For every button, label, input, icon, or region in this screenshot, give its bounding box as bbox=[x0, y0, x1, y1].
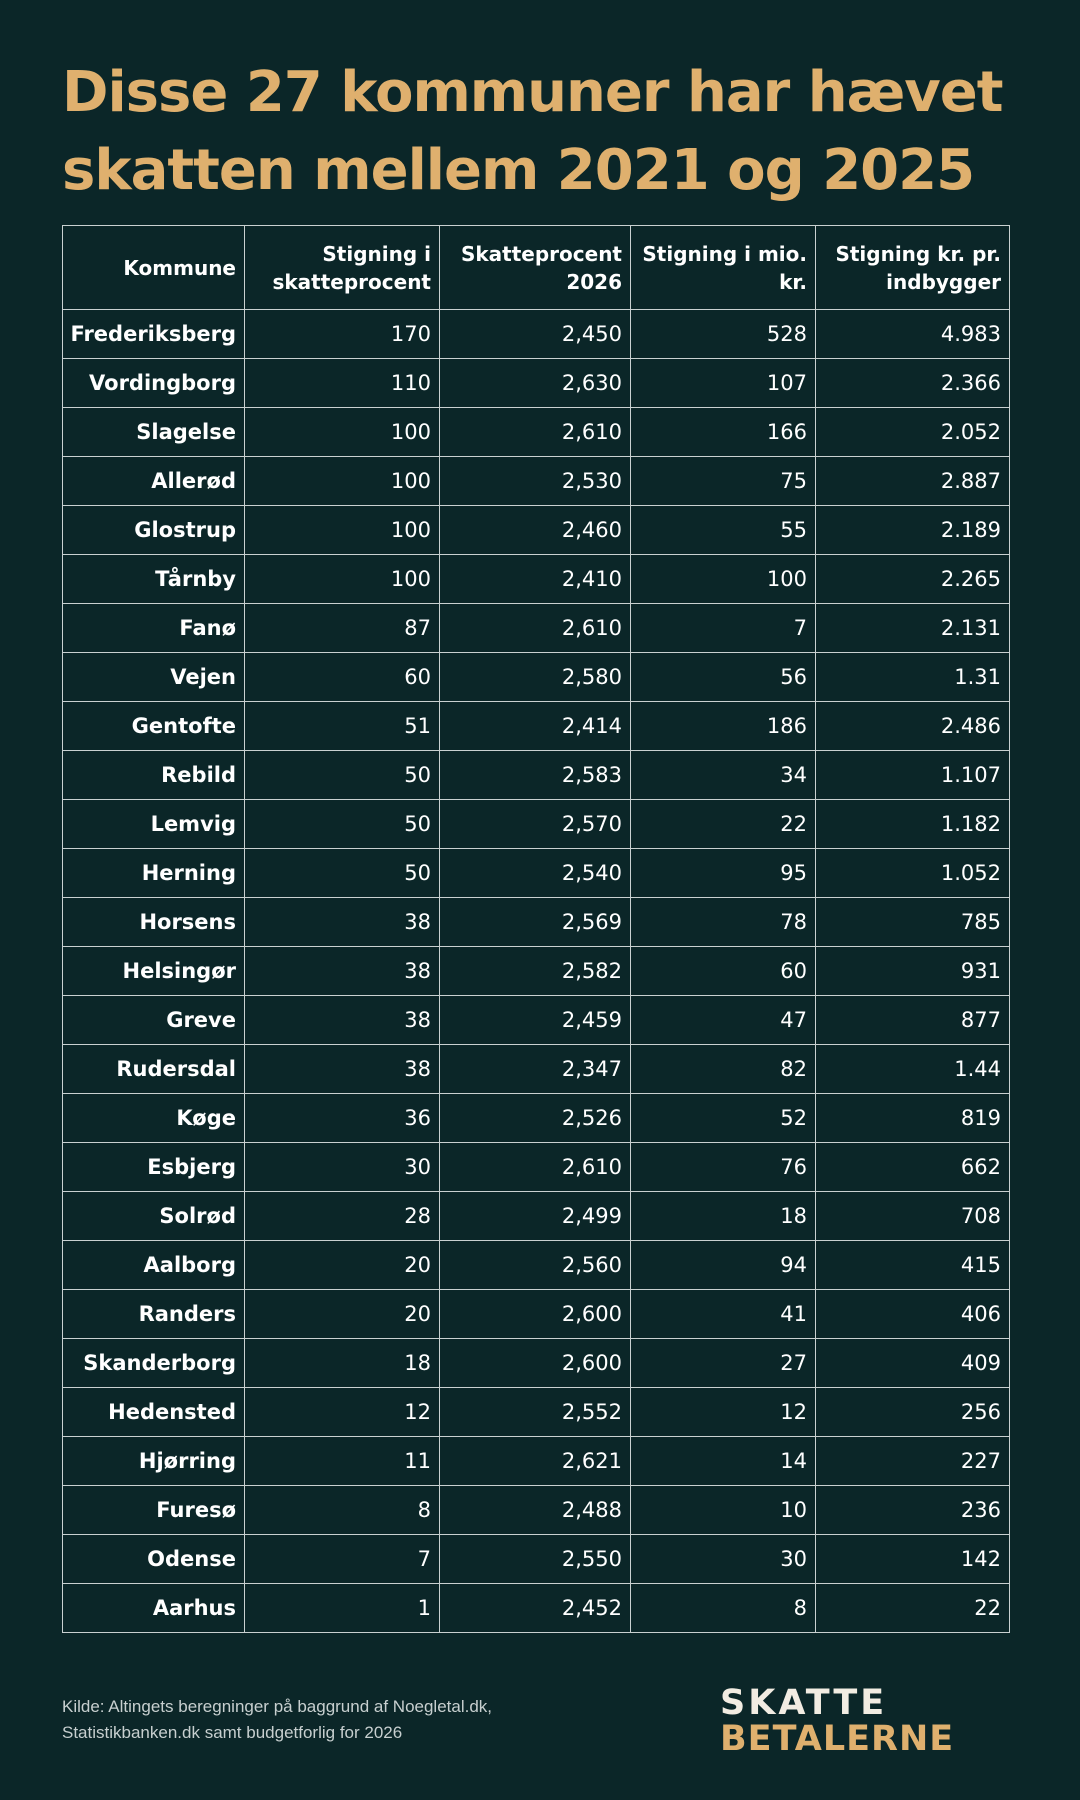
skatteprocent-2026-cell: 2,414 bbox=[440, 702, 631, 751]
stigning-skatteprocent-cell: 20 bbox=[245, 1290, 440, 1339]
kommune-cell: Aalborg bbox=[63, 1241, 245, 1290]
stigning-skatteprocent-cell: 51 bbox=[245, 702, 440, 751]
stigning-mio-kr-cell: 8 bbox=[631, 1584, 816, 1633]
skatteprocent-2026-cell: 2,630 bbox=[440, 359, 631, 408]
skatteprocent-2026-cell: 2,488 bbox=[440, 1486, 631, 1535]
stigning-kr-pr-indbygger-cell: 415 bbox=[816, 1241, 1010, 1290]
stigning-skatteprocent-cell: 36 bbox=[245, 1094, 440, 1143]
table-body bbox=[63, 310, 1010, 1633]
skatteprocent-2026-cell: 2,452 bbox=[440, 1584, 631, 1633]
logo-line-2: BETALERNE bbox=[720, 1719, 955, 1759]
stigning-skatteprocent-cell: 50 bbox=[245, 751, 440, 800]
header-stigning-kr-pr-indbygger: Stigning kr. pr. indbygger bbox=[816, 226, 1010, 310]
stigning-mio-kr-cell: 27 bbox=[631, 1339, 816, 1388]
skatteprocent-2026-cell: 2,560 bbox=[440, 1241, 631, 1290]
kommune-cell: Vejen bbox=[63, 653, 245, 702]
stigning-kr-pr-indbygger-cell: 227 bbox=[816, 1437, 1010, 1486]
skatteprocent-2026-cell: 2,499 bbox=[440, 1192, 631, 1241]
stigning-mio-kr-cell: 7 bbox=[631, 604, 816, 653]
skatteprocent-2026-cell: 2,600 bbox=[440, 1290, 631, 1339]
stigning-kr-pr-indbygger-cell: 2.052 bbox=[816, 408, 1010, 457]
logo-line-1: SKATTE bbox=[720, 1683, 888, 1723]
stigning-mio-kr-cell: 18 bbox=[631, 1192, 816, 1241]
kommune-cell: Horsens bbox=[63, 898, 245, 947]
skatteprocent-2026-cell: 2,460 bbox=[440, 506, 631, 555]
stigning-skatteprocent-cell: 50 bbox=[245, 849, 440, 898]
table-row bbox=[63, 1192, 1010, 1241]
table-row bbox=[63, 653, 1010, 702]
stigning-skatteprocent-cell: 87 bbox=[245, 604, 440, 653]
stigning-kr-pr-indbygger-cell: 2.366 bbox=[816, 359, 1010, 408]
stigning-kr-pr-indbygger-cell: 2.887 bbox=[816, 457, 1010, 506]
kommune-cell: Hedensted bbox=[63, 1388, 245, 1437]
kommune-cell: Rudersdal bbox=[63, 1045, 245, 1094]
skatteprocent-2026-cell: 2,540 bbox=[440, 849, 631, 898]
stigning-mio-kr-cell: 12 bbox=[631, 1388, 816, 1437]
table-row bbox=[63, 457, 1010, 506]
stigning-kr-pr-indbygger-cell: 1.31 bbox=[816, 653, 1010, 702]
stigning-kr-pr-indbygger-cell: 406 bbox=[816, 1290, 1010, 1339]
table-row bbox=[63, 359, 1010, 408]
table-row bbox=[63, 604, 1010, 653]
table-row bbox=[63, 1290, 1010, 1339]
stigning-mio-kr-cell: 94 bbox=[631, 1241, 816, 1290]
kommune-cell: Hjørring bbox=[63, 1437, 245, 1486]
page-title bbox=[62, 54, 1042, 210]
skatteprocent-2026-cell: 2,582 bbox=[440, 947, 631, 996]
stigning-skatteprocent-cell: 38 bbox=[245, 1045, 440, 1094]
kommune-cell: Fanø bbox=[63, 604, 245, 653]
table-row bbox=[63, 702, 1010, 751]
stigning-kr-pr-indbygger-cell: 1.052 bbox=[816, 849, 1010, 898]
stigning-skatteprocent-cell: 20 bbox=[245, 1241, 440, 1290]
stigning-mio-kr-cell: 56 bbox=[631, 653, 816, 702]
stigning-mio-kr-cell: 75 bbox=[631, 457, 816, 506]
stigning-mio-kr-cell: 107 bbox=[631, 359, 816, 408]
stigning-kr-pr-indbygger-cell: 2.265 bbox=[816, 555, 1010, 604]
table-row bbox=[63, 1339, 1010, 1388]
skatteprocent-2026-cell: 2,610 bbox=[440, 408, 631, 457]
table-row bbox=[63, 996, 1010, 1045]
stigning-skatteprocent-cell: 1 bbox=[245, 1584, 440, 1633]
stigning-kr-pr-indbygger-cell: 22 bbox=[816, 1584, 1010, 1633]
stigning-skatteprocent-cell: 60 bbox=[245, 653, 440, 702]
skatteprocent-2026-cell: 2,570 bbox=[440, 800, 631, 849]
stigning-kr-pr-indbygger-cell: 2.131 bbox=[816, 604, 1010, 653]
kommune-cell: Slagelse bbox=[63, 408, 245, 457]
table-row bbox=[63, 751, 1010, 800]
skatteprocent-2026-cell: 2,530 bbox=[440, 457, 631, 506]
stigning-skatteprocent-cell: 8 bbox=[245, 1486, 440, 1535]
stigning-skatteprocent-cell: 38 bbox=[245, 947, 440, 996]
table-row bbox=[63, 1143, 1010, 1192]
skattebetalerne-logo bbox=[720, 1685, 1020, 1757]
skatteprocent-2026-cell: 2,410 bbox=[440, 555, 631, 604]
kommune-cell: Helsingør bbox=[63, 947, 245, 996]
skatteprocent-2026-cell: 2,552 bbox=[440, 1388, 631, 1437]
header-stigning-skatteprocent: Stigning i skatteprocent bbox=[245, 226, 440, 310]
stigning-skatteprocent-cell: 100 bbox=[245, 555, 440, 604]
source-line-1: Kilde: Altingets beregninger på baggrund af Noegletal.dk, bbox=[62, 1697, 493, 1716]
stigning-mio-kr-cell: 186 bbox=[631, 702, 816, 751]
skatteprocent-2026-cell: 2,526 bbox=[440, 1094, 631, 1143]
header-row bbox=[63, 226, 1010, 310]
stigning-mio-kr-cell: 166 bbox=[631, 408, 816, 457]
table-row bbox=[63, 800, 1010, 849]
table-row bbox=[63, 898, 1010, 947]
stigning-skatteprocent-cell: 7 bbox=[245, 1535, 440, 1584]
table-row bbox=[63, 1535, 1010, 1584]
stigning-kr-pr-indbygger-cell: 931 bbox=[816, 947, 1010, 996]
stigning-mio-kr-cell: 30 bbox=[631, 1535, 816, 1584]
stigning-skatteprocent-cell: 50 bbox=[245, 800, 440, 849]
stigning-mio-kr-cell: 22 bbox=[631, 800, 816, 849]
stigning-kr-pr-indbygger-cell: 1.182 bbox=[816, 800, 1010, 849]
stigning-kr-pr-indbygger-cell: 256 bbox=[816, 1388, 1010, 1437]
stigning-skatteprocent-cell: 38 bbox=[245, 996, 440, 1045]
stigning-kr-pr-indbygger-cell: 409 bbox=[816, 1339, 1010, 1388]
stigning-skatteprocent-cell: 110 bbox=[245, 359, 440, 408]
stigning-skatteprocent-cell: 30 bbox=[245, 1143, 440, 1192]
stigning-mio-kr-cell: 14 bbox=[631, 1437, 816, 1486]
table-row bbox=[63, 1437, 1010, 1486]
kommune-cell: Solrød bbox=[63, 1192, 245, 1241]
kommune-cell: Skanderborg bbox=[63, 1339, 245, 1388]
tax-increase-table bbox=[62, 225, 1010, 1633]
stigning-mio-kr-cell: 95 bbox=[631, 849, 816, 898]
stigning-kr-pr-indbygger-cell: 4.983 bbox=[816, 310, 1010, 359]
skatteprocent-2026-cell: 2,621 bbox=[440, 1437, 631, 1486]
title-line-1: Disse 27 kommuner har hævet bbox=[62, 60, 1003, 125]
stigning-kr-pr-indbygger-cell: 2.486 bbox=[816, 702, 1010, 751]
skatteprocent-2026-cell: 2,569 bbox=[440, 898, 631, 947]
header-stigning-mio-kr: Stigning i mio. kr. bbox=[631, 226, 816, 310]
kommune-cell: Randers bbox=[63, 1290, 245, 1339]
table-row bbox=[63, 555, 1010, 604]
stigning-mio-kr-cell: 100 bbox=[631, 555, 816, 604]
stigning-mio-kr-cell: 34 bbox=[631, 751, 816, 800]
stigning-mio-kr-cell: 60 bbox=[631, 947, 816, 996]
stigning-mio-kr-cell: 47 bbox=[631, 996, 816, 1045]
stigning-mio-kr-cell: 76 bbox=[631, 1143, 816, 1192]
table-row bbox=[63, 1486, 1010, 1535]
stigning-kr-pr-indbygger-cell: 236 bbox=[816, 1486, 1010, 1535]
kommune-cell: Allerød bbox=[63, 457, 245, 506]
table-row bbox=[63, 506, 1010, 555]
stigning-kr-pr-indbygger-cell: 785 bbox=[816, 898, 1010, 947]
table-row bbox=[63, 408, 1010, 457]
title-line-2: skatten mellem 2021 og 2025 bbox=[62, 138, 975, 203]
stigning-skatteprocent-cell: 170 bbox=[245, 310, 440, 359]
stigning-kr-pr-indbygger-cell: 1.44 bbox=[816, 1045, 1010, 1094]
stigning-mio-kr-cell: 10 bbox=[631, 1486, 816, 1535]
stigning-kr-pr-indbygger-cell: 2.189 bbox=[816, 506, 1010, 555]
skatteprocent-2026-cell: 2,347 bbox=[440, 1045, 631, 1094]
kommune-cell: Rebild bbox=[63, 751, 245, 800]
kommune-cell: Odense bbox=[63, 1535, 245, 1584]
kommune-cell: Esbjerg bbox=[63, 1143, 245, 1192]
kommune-cell: Køge bbox=[63, 1094, 245, 1143]
kommune-cell: Herning bbox=[63, 849, 245, 898]
table-row bbox=[63, 1241, 1010, 1290]
stigning-skatteprocent-cell: 100 bbox=[245, 457, 440, 506]
table-row bbox=[63, 1045, 1010, 1094]
kommune-cell: Vordingborg bbox=[63, 359, 245, 408]
stigning-mio-kr-cell: 78 bbox=[631, 898, 816, 947]
skatteprocent-2026-cell: 2,459 bbox=[440, 996, 631, 1045]
kommune-cell: Gentofte bbox=[63, 702, 245, 751]
stigning-kr-pr-indbygger-cell: 819 bbox=[816, 1094, 1010, 1143]
table-row bbox=[63, 1584, 1010, 1633]
stigning-kr-pr-indbygger-cell: 1.107 bbox=[816, 751, 1010, 800]
stigning-skatteprocent-cell: 11 bbox=[245, 1437, 440, 1486]
table-row bbox=[63, 310, 1010, 359]
stigning-kr-pr-indbygger-cell: 877 bbox=[816, 996, 1010, 1045]
table-row bbox=[63, 1094, 1010, 1143]
skatteprocent-2026-cell: 2,610 bbox=[440, 1143, 631, 1192]
skatteprocent-2026-cell: 2,600 bbox=[440, 1339, 631, 1388]
stigning-skatteprocent-cell: 100 bbox=[245, 506, 440, 555]
skatteprocent-2026-cell: 2,580 bbox=[440, 653, 631, 702]
kommune-cell: Greve bbox=[63, 996, 245, 1045]
stigning-skatteprocent-cell: 38 bbox=[245, 898, 440, 947]
header-skatteprocent-2026: Skatteprocent 2026 bbox=[440, 226, 631, 310]
table-row bbox=[63, 947, 1010, 996]
kommune-cell: Glostrup bbox=[63, 506, 245, 555]
header-kommune: Kommune bbox=[63, 226, 245, 310]
source-line-2: Statistikbanken.dk samt budgetforlig for 2026 bbox=[62, 1723, 403, 1742]
kommune-cell: Frederiksberg bbox=[63, 310, 245, 359]
kommune-cell: Lemvig bbox=[63, 800, 245, 849]
stigning-kr-pr-indbygger-cell: 142 bbox=[816, 1535, 1010, 1584]
table-row bbox=[63, 849, 1010, 898]
table-header bbox=[63, 226, 1010, 310]
source-note bbox=[62, 1694, 622, 1746]
skatteprocent-2026-cell: 2,610 bbox=[440, 604, 631, 653]
stigning-skatteprocent-cell: 12 bbox=[245, 1388, 440, 1437]
stigning-skatteprocent-cell: 100 bbox=[245, 408, 440, 457]
skatteprocent-2026-cell: 2,550 bbox=[440, 1535, 631, 1584]
skatteprocent-2026-cell: 2,583 bbox=[440, 751, 631, 800]
stigning-skatteprocent-cell: 28 bbox=[245, 1192, 440, 1241]
stigning-mio-kr-cell: 52 bbox=[631, 1094, 816, 1143]
table-row bbox=[63, 1388, 1010, 1437]
stigning-mio-kr-cell: 41 bbox=[631, 1290, 816, 1339]
stigning-kr-pr-indbygger-cell: 708 bbox=[816, 1192, 1010, 1241]
kommune-cell: Furesø bbox=[63, 1486, 245, 1535]
stigning-skatteprocent-cell: 18 bbox=[245, 1339, 440, 1388]
stigning-kr-pr-indbygger-cell: 662 bbox=[816, 1143, 1010, 1192]
kommune-cell: Tårnby bbox=[63, 555, 245, 604]
stigning-mio-kr-cell: 528 bbox=[631, 310, 816, 359]
stigning-mio-kr-cell: 55 bbox=[631, 506, 816, 555]
kommune-cell: Aarhus bbox=[63, 1584, 245, 1633]
skatteprocent-2026-cell: 2,450 bbox=[440, 310, 631, 359]
stigning-mio-kr-cell: 82 bbox=[631, 1045, 816, 1094]
